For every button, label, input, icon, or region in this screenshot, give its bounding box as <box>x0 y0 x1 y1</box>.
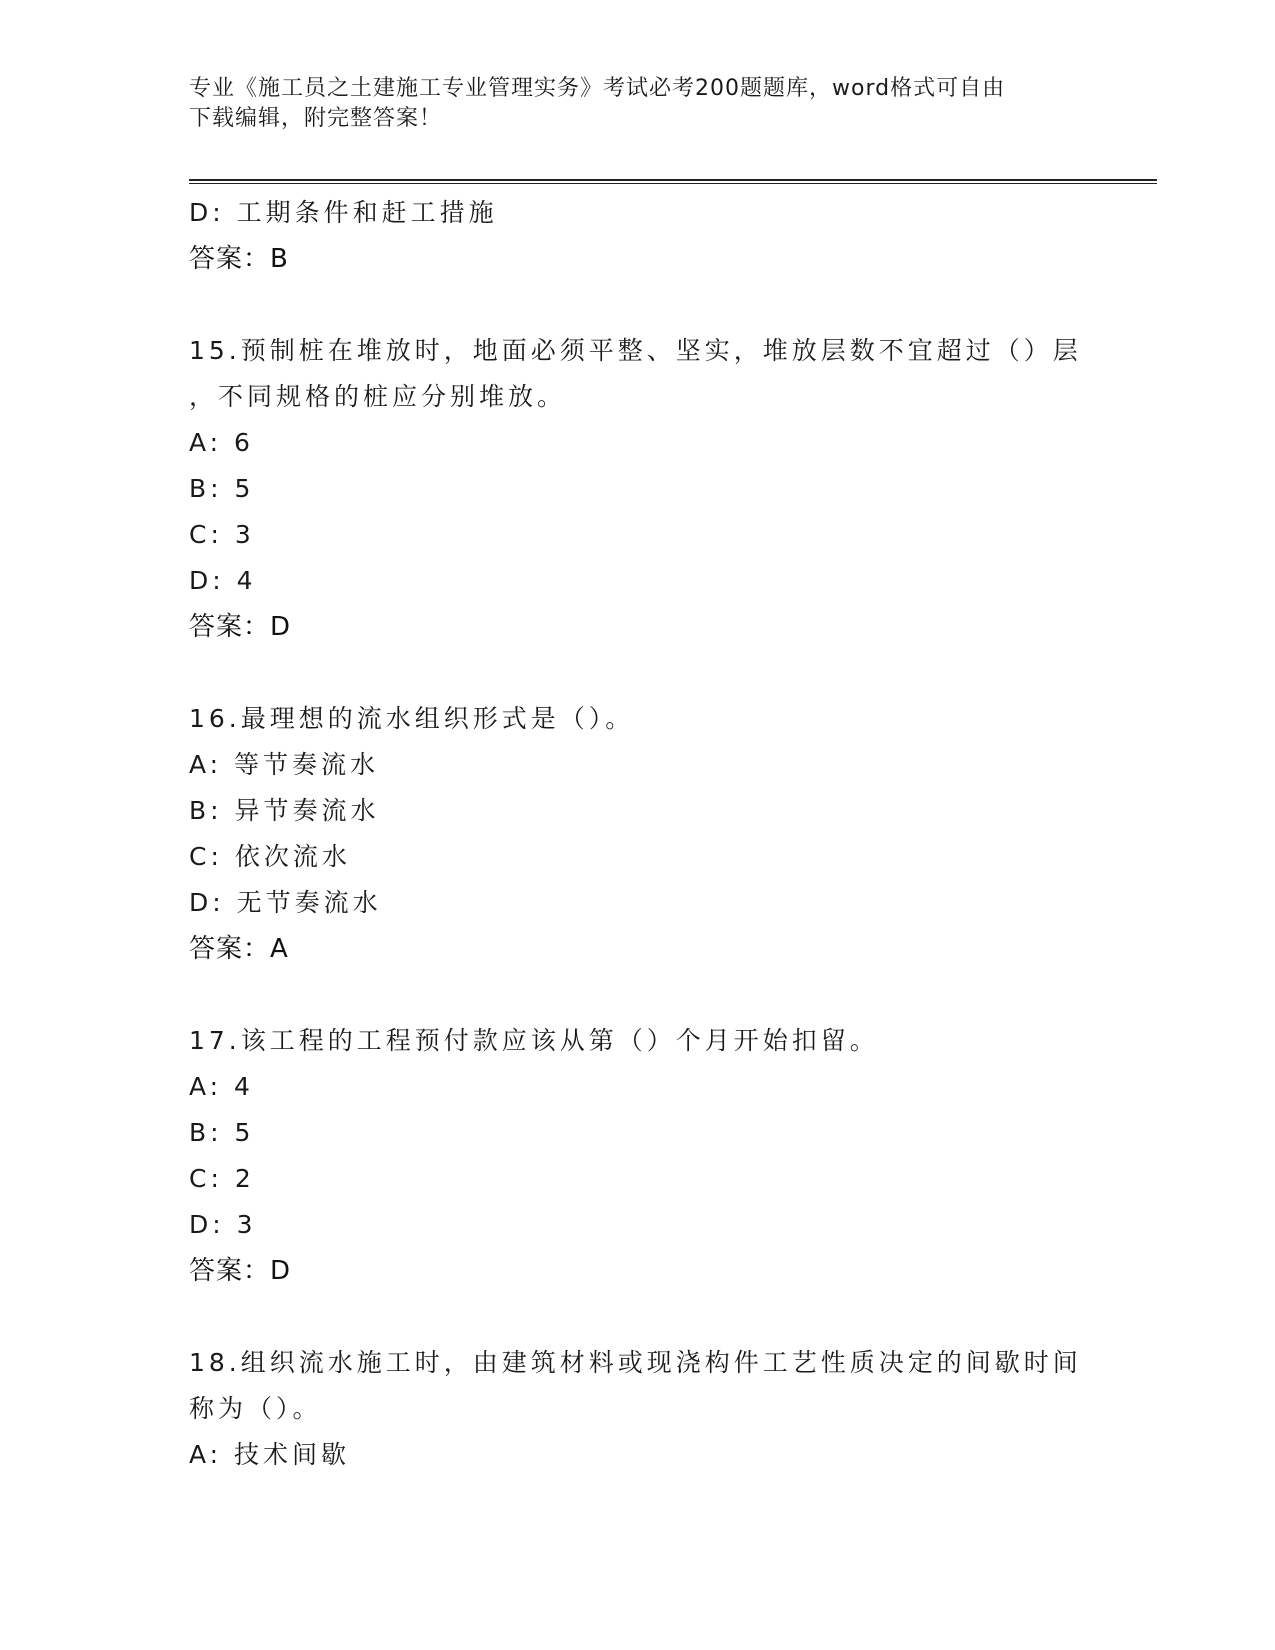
header-divider-thin <box>189 183 1157 184</box>
question-stem: 17.该工程的工程预付款应该从第（）个月开始扣留。 <box>189 1026 879 1055</box>
spacer <box>189 650 1089 696</box>
option-b: B: 异节奏流水 <box>189 796 380 825</box>
header-line-2: 下载编辑，附完整答案！ <box>189 106 443 131</box>
option-b: B: 5 <box>189 474 255 503</box>
question-17 <box>189 1018 1089 1294</box>
option-a: A: 等节奏流水 <box>189 750 380 779</box>
question-18 <box>189 1340 1089 1478</box>
question-stem: 15.预制桩在堆放时，地面必须平整、坚实，堆放层数不宜超过（）层 <box>189 336 1082 365</box>
question-content <box>189 190 1089 1478</box>
answer: 答案：D <box>189 1256 292 1286</box>
question-16 <box>189 696 1089 972</box>
prev-option-d: D: 工期条件和赶工措施 <box>189 198 498 227</box>
prev-answer: 答案：B <box>189 244 289 274</box>
spacer <box>189 972 1089 1018</box>
option-a: A: 4 <box>189 1072 254 1101</box>
header-line-1: 专业《施工员之土建施工专业管理实务》考试必考200题题库，word格式可自由 <box>189 76 1006 101</box>
answer: 答案：A <box>189 934 289 964</box>
option-c: C: 3 <box>189 520 255 549</box>
header-divider <box>189 179 1157 181</box>
document-header <box>189 74 1089 134</box>
question-stem-cont: ，不同规格的桩应分别堆放。 <box>189 382 567 411</box>
spacer <box>189 282 1089 328</box>
option-d: D: 3 <box>189 1210 257 1239</box>
question-15 <box>189 328 1089 650</box>
option-c: C: 依次流水 <box>189 842 351 871</box>
option-d: D: 4 <box>189 566 257 595</box>
option-d: D: 无节奏流水 <box>189 888 382 917</box>
spacer <box>189 1294 1089 1340</box>
option-c: C: 2 <box>189 1164 255 1193</box>
answer: 答案：D <box>189 612 292 642</box>
question-stem-cont: 称为（）。 <box>189 1394 322 1423</box>
option-a: A: 技术间歇 <box>189 1440 351 1469</box>
question-stem: 16.最理想的流水组织形式是（）。 <box>189 704 635 733</box>
option-a: A: 6 <box>189 428 254 457</box>
question-stem: 18.组织流水施工时，由建筑材料或现浇构件工艺性质决定的间歇时间 <box>189 1348 1082 1377</box>
option-b: B: 5 <box>189 1118 255 1147</box>
